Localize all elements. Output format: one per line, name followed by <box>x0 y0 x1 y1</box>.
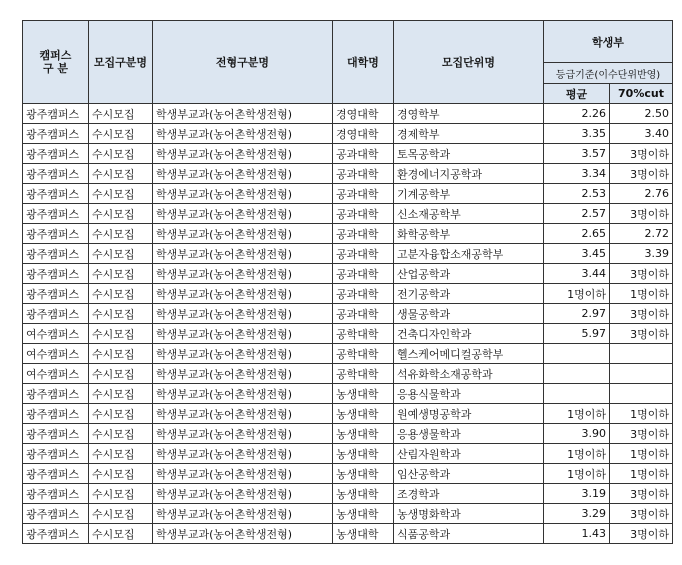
cell-recruit-type: 수시모집 <box>89 444 153 464</box>
cell-average <box>544 344 610 364</box>
cell-admission-type: 학생부교과(농어촌학생전형) <box>153 444 333 464</box>
cell-campus: 광주캠퍼스 <box>23 504 89 524</box>
cell-cut70: 3명이하 <box>610 144 673 164</box>
cell-admission-type: 학생부교과(농어촌학생전형) <box>153 224 333 244</box>
cell-admission-type: 학생부교과(농어촌학생전형) <box>153 144 333 164</box>
cell-campus: 광주캠퍼스 <box>23 224 89 244</box>
cell-admission-type: 학생부교과(농어촌학생전형) <box>153 324 333 344</box>
header-grade-basis: 등급기준(이수단위반영) <box>544 63 673 84</box>
cell-recruit-type: 수시모집 <box>89 344 153 364</box>
cell-college: 공학대학 <box>333 324 394 344</box>
header-recruit-type: 모집구분명 <box>89 21 153 104</box>
cell-college: 경영대학 <box>333 104 394 124</box>
cell-cut70 <box>610 364 673 384</box>
table-row <box>23 104 673 124</box>
cell-unit: 식품공학과 <box>394 524 544 544</box>
table-row <box>23 344 673 364</box>
cell-college: 농생대학 <box>333 484 394 504</box>
cell-admission-type: 학생부교과(농어촌학생전형) <box>153 124 333 144</box>
cell-recruit-type: 수시모집 <box>89 144 153 164</box>
cell-unit: 응용생물학과 <box>394 424 544 444</box>
cell-recruit-type: 수시모집 <box>89 184 153 204</box>
cell-admission-type: 학생부교과(농어촌학생전형) <box>153 204 333 224</box>
cell-admission-type: 학생부교과(농어촌학생전형) <box>153 244 333 264</box>
cell-average: 3.44 <box>544 264 610 284</box>
table-row <box>23 364 673 384</box>
cell-campus: 광주캠퍼스 <box>23 284 89 304</box>
cell-average: 3.34 <box>544 164 610 184</box>
cell-admission-type: 학생부교과(농어촌학생전형) <box>153 384 333 404</box>
cell-admission-type: 학생부교과(농어촌학생전형) <box>153 164 333 184</box>
table-row <box>23 284 673 304</box>
cell-campus: 광주캠퍼스 <box>23 384 89 404</box>
cell-college: 공과대학 <box>333 224 394 244</box>
cell-admission-type: 학생부교과(농어촌학생전형) <box>153 404 333 424</box>
cell-average: 1명이하 <box>544 404 610 424</box>
cell-admission-type: 학생부교과(농어촌학생전형) <box>153 504 333 524</box>
cell-unit: 산림자원학과 <box>394 444 544 464</box>
cell-cut70: 2.72 <box>610 224 673 244</box>
cell-recruit-type: 수시모집 <box>89 264 153 284</box>
cell-cut70: 3명이하 <box>610 504 673 524</box>
table-row <box>23 304 673 324</box>
cell-unit: 조경학과 <box>394 484 544 504</box>
cell-unit: 원예생명공학과 <box>394 404 544 424</box>
cell-average <box>544 364 610 384</box>
cell-recruit-type: 수시모집 <box>89 324 153 344</box>
table-row <box>23 444 673 464</box>
table-row <box>23 464 673 484</box>
cell-unit: 산업공학과 <box>394 264 544 284</box>
admissions-table <box>22 20 673 544</box>
cell-unit: 전기공학과 <box>394 284 544 304</box>
cell-campus: 광주캠퍼스 <box>23 264 89 284</box>
cell-admission-type: 학생부교과(농어촌학생전형) <box>153 264 333 284</box>
cell-recruit-type: 수시모집 <box>89 424 153 444</box>
cell-average: 1명이하 <box>544 464 610 484</box>
cell-unit: 환경에너지공학과 <box>394 164 544 184</box>
cell-recruit-type: 수시모집 <box>89 504 153 524</box>
header-unit: 모집단위명 <box>394 21 544 104</box>
cell-unit: 건축디자인학과 <box>394 324 544 344</box>
cell-admission-type: 학생부교과(농어촌학생전형) <box>153 284 333 304</box>
cell-average: 3.19 <box>544 484 610 504</box>
cell-college: 공과대학 <box>333 304 394 324</box>
cell-unit: 고분자융합소재공학부 <box>394 244 544 264</box>
table-row <box>23 424 673 444</box>
cell-unit: 임산공학과 <box>394 464 544 484</box>
cell-college: 공과대학 <box>333 184 394 204</box>
cell-average: 3.29 <box>544 504 610 524</box>
cell-college: 공과대학 <box>333 244 394 264</box>
cell-cut70: 3명이하 <box>610 424 673 444</box>
cell-cut70 <box>610 344 673 364</box>
cell-campus: 광주캠퍼스 <box>23 304 89 324</box>
cell-cut70: 1명이하 <box>610 404 673 424</box>
cell-recruit-type: 수시모집 <box>89 304 153 324</box>
cell-college: 농생대학 <box>333 524 394 544</box>
header-college: 대학명 <box>333 21 394 104</box>
cell-campus: 광주캠퍼스 <box>23 424 89 444</box>
cell-college: 경영대학 <box>333 124 394 144</box>
cell-average: 3.45 <box>544 244 610 264</box>
cell-campus: 여수캠퍼스 <box>23 344 89 364</box>
cell-cut70: 3.39 <box>610 244 673 264</box>
cell-cut70: 3명이하 <box>610 324 673 344</box>
cell-admission-type: 학생부교과(농어촌학생전형) <box>153 524 333 544</box>
cell-recruit-type: 수시모집 <box>89 124 153 144</box>
header-campus: 캠퍼스 구 분 <box>23 21 89 104</box>
cell-admission-type: 학생부교과(농어촌학생전형) <box>153 184 333 204</box>
cell-campus: 광주캠퍼스 <box>23 184 89 204</box>
header-admission-type: 전형구분명 <box>153 21 333 104</box>
cell-college: 농생대학 <box>333 404 394 424</box>
cell-college: 농생대학 <box>333 504 394 524</box>
cell-campus: 광주캠퍼스 <box>23 244 89 264</box>
table-row <box>23 204 673 224</box>
cell-average: 1명이하 <box>544 444 610 464</box>
cell-admission-type: 학생부교과(농어촌학생전형) <box>153 344 333 364</box>
table-row <box>23 484 673 504</box>
cell-college: 공학대학 <box>333 364 394 384</box>
cell-unit: 헬스케어메디컬공학부 <box>394 344 544 364</box>
cell-admission-type: 학생부교과(농어촌학생전형) <box>153 364 333 384</box>
cell-unit: 화학공학부 <box>394 224 544 244</box>
cell-average: 1명이하 <box>544 284 610 304</box>
table-row <box>23 384 673 404</box>
table-row <box>23 324 673 344</box>
table-row <box>23 524 673 544</box>
cell-average <box>544 384 610 404</box>
cell-recruit-type: 수시모집 <box>89 284 153 304</box>
cell-recruit-type: 수시모집 <box>89 224 153 244</box>
cell-recruit-type: 수시모집 <box>89 524 153 544</box>
table-row <box>23 264 673 284</box>
cell-college: 농생대학 <box>333 444 394 464</box>
cell-cut70: 3명이하 <box>610 484 673 504</box>
cell-cut70: 2.76 <box>610 184 673 204</box>
cell-cut70: 2.50 <box>610 104 673 124</box>
cell-college: 공과대학 <box>333 144 394 164</box>
cell-campus: 광주캠퍼스 <box>23 484 89 504</box>
cell-unit: 석유화학소재공학과 <box>394 364 544 384</box>
cell-cut70: 1명이하 <box>610 444 673 464</box>
cell-unit: 경제학부 <box>394 124 544 144</box>
cell-campus: 광주캠퍼스 <box>23 204 89 224</box>
header-cut70: 70%cut <box>610 84 673 104</box>
cell-college: 농생대학 <box>333 384 394 404</box>
cell-average: 2.97 <box>544 304 610 324</box>
cell-campus: 여수캠퍼스 <box>23 364 89 384</box>
cell-recruit-type: 수시모집 <box>89 384 153 404</box>
cell-campus: 광주캠퍼스 <box>23 404 89 424</box>
cell-average: 1.43 <box>544 524 610 544</box>
cell-recruit-type: 수시모집 <box>89 104 153 124</box>
cell-campus: 광주캠퍼스 <box>23 464 89 484</box>
cell-college: 공과대학 <box>333 284 394 304</box>
cell-cut70: 3명이하 <box>610 204 673 224</box>
cell-unit: 경영학부 <box>394 104 544 124</box>
cell-unit: 농생명화학과 <box>394 504 544 524</box>
cell-unit: 응용식물학과 <box>394 384 544 404</box>
cell-average: 2.65 <box>544 224 610 244</box>
table-row <box>23 244 673 264</box>
cell-admission-type: 학생부교과(농어촌학생전형) <box>153 424 333 444</box>
cell-recruit-type: 수시모집 <box>89 164 153 184</box>
cell-admission-type: 학생부교과(농어촌학생전형) <box>153 484 333 504</box>
cell-campus: 광주캠퍼스 <box>23 124 89 144</box>
cell-cut70: 3명이하 <box>610 264 673 284</box>
cell-unit: 기계공학부 <box>394 184 544 204</box>
table-row <box>23 144 673 164</box>
cell-recruit-type: 수시모집 <box>89 364 153 384</box>
cell-recruit-type: 수시모집 <box>89 404 153 424</box>
cell-admission-type: 학생부교과(농어촌학생전형) <box>153 104 333 124</box>
table-body <box>23 104 673 544</box>
cell-average: 3.35 <box>544 124 610 144</box>
table-row <box>23 184 673 204</box>
cell-cut70 <box>610 384 673 404</box>
cell-average: 3.57 <box>544 144 610 164</box>
table-row <box>23 224 673 244</box>
cell-cut70: 3.40 <box>610 124 673 144</box>
cell-cut70: 3명이하 <box>610 524 673 544</box>
cell-campus: 광주캠퍼스 <box>23 104 89 124</box>
cell-cut70: 3명이하 <box>610 304 673 324</box>
cell-average: 3.90 <box>544 424 610 444</box>
cell-campus: 광주캠퍼스 <box>23 444 89 464</box>
cell-average: 5.97 <box>544 324 610 344</box>
cell-unit: 생물공학과 <box>394 304 544 324</box>
cell-average: 2.26 <box>544 104 610 124</box>
table-row <box>23 404 673 424</box>
header-average: 평균 <box>544 84 610 104</box>
cell-unit: 신소재공학부 <box>394 204 544 224</box>
cell-cut70: 3명이하 <box>610 164 673 184</box>
cell-average: 2.57 <box>544 204 610 224</box>
table-row <box>23 504 673 524</box>
cell-campus: 광주캠퍼스 <box>23 144 89 164</box>
cell-college: 농생대학 <box>333 424 394 444</box>
header-student-record: 학생부 <box>544 21 673 63</box>
cell-recruit-type: 수시모집 <box>89 464 153 484</box>
cell-college: 공과대학 <box>333 164 394 184</box>
table-row <box>23 164 673 184</box>
cell-college: 공학대학 <box>333 344 394 364</box>
cell-campus: 여수캠퍼스 <box>23 324 89 344</box>
table-row <box>23 124 673 144</box>
cell-admission-type: 학생부교과(농어촌학생전형) <box>153 304 333 324</box>
cell-college: 공과대학 <box>333 204 394 224</box>
cell-cut70: 1명이하 <box>610 284 673 304</box>
cell-campus: 광주캠퍼스 <box>23 164 89 184</box>
cell-average: 2.53 <box>544 184 610 204</box>
cell-college: 농생대학 <box>333 464 394 484</box>
cell-recruit-type: 수시모집 <box>89 204 153 224</box>
cell-unit: 토목공학과 <box>394 144 544 164</box>
cell-admission-type: 학생부교과(농어촌학생전형) <box>153 464 333 484</box>
cell-campus: 광주캠퍼스 <box>23 524 89 544</box>
cell-recruit-type: 수시모집 <box>89 484 153 504</box>
cell-college: 공과대학 <box>333 264 394 284</box>
cell-recruit-type: 수시모집 <box>89 244 153 264</box>
cell-cut70: 1명이하 <box>610 464 673 484</box>
